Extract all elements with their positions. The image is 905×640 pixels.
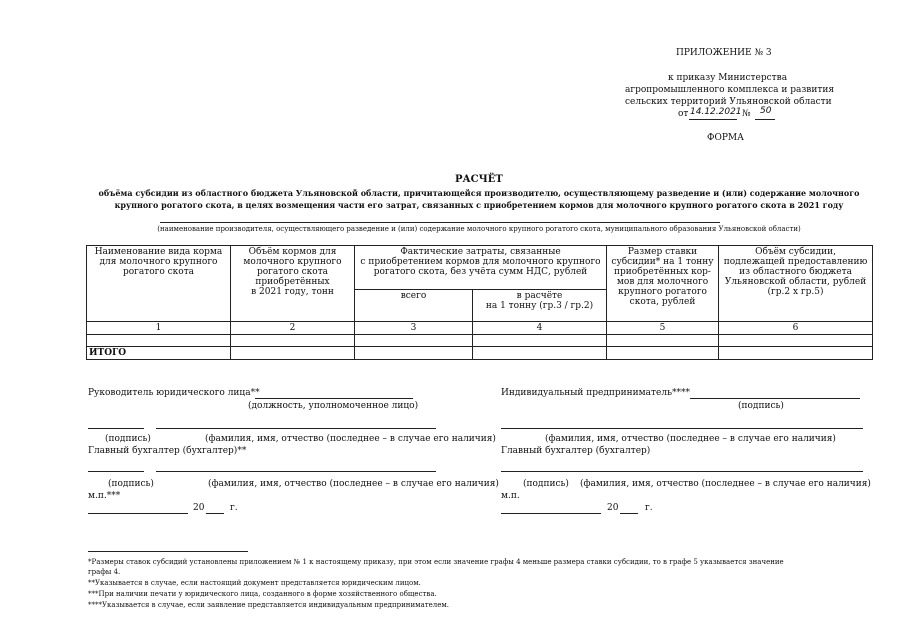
signature-caption: (подпись) (105, 434, 151, 444)
order-number-prefix: № (742, 109, 751, 119)
name-caption: (фамилия, имя, отчество (последнее – в случае его наличия) (205, 434, 496, 444)
head-position-line[interactable] (255, 398, 413, 399)
date-line[interactable] (501, 513, 601, 514)
head-of-legal-entity-label: Руководитель юридического лица** (88, 388, 260, 398)
signature-caption: (подпись) (523, 479, 569, 489)
table-cell[interactable] (719, 347, 873, 360)
table-cell[interactable] (355, 347, 473, 360)
entrepreneur-signature-line[interactable] (690, 398, 860, 399)
document-title: РАСЧЁТ (455, 174, 503, 185)
appendix-number: ПРИЛОЖЕНИЕ № 3 (676, 48, 772, 58)
name-caption: (фамилия, имя, отчество (последнее – в случае его наличия) (580, 479, 871, 489)
footnote-divider (88, 551, 248, 552)
order-date-prefix: от (678, 109, 689, 119)
name-caption: (фамилия, имя, отчество (последнее – в случае его наличия) (208, 479, 499, 489)
table-cell[interactable] (231, 335, 355, 347)
col-header-subsidy-amount: Объём субсидии, подлежащей предоставлению из областного бюджета Ульяновской области, рублей (гр.2 x гр.5) (719, 246, 873, 322)
col-header-feed-type: Наименование вида корма для молочного крупного рогатого скота (87, 246, 231, 322)
signature-caption: (подпись) (108, 479, 154, 489)
table-cell[interactable] (231, 347, 355, 360)
col-header-per-ton: в расчёте на 1 тонну (гр.3 / гр.2) (473, 290, 607, 322)
head-name-line[interactable] (156, 428, 436, 429)
table-cell[interactable] (473, 335, 607, 347)
col-number: 1 (87, 322, 231, 335)
footnote-1: *Размеры ставок субсидий установлены приложением № 1 к настоящему приказу, при этом если значение графы 4 меньше размера ставки субсидии, то в графе 5 указывается значение (88, 558, 784, 566)
footnote-2: **Указывается в случае, если настоящий документ представляется юридическим лицом. (88, 579, 421, 587)
footnote-1-cont: графы 4. (88, 568, 121, 576)
entrepreneur-name-line[interactable] (501, 428, 863, 429)
subsidy-table (86, 245, 873, 360)
name-caption: (фамилия, имя, отчество (последнее – в случае его наличия) (545, 434, 836, 444)
col-number: 3 (355, 322, 473, 335)
order-line-2: агропромышленного комплекса и развития (625, 85, 835, 95)
accountant-name-line[interactable] (156, 471, 436, 472)
year-suffix: г. (645, 503, 653, 513)
col-header-total-costs: всего (355, 290, 473, 322)
footnote-3: ***При наличии печати у юридического лица, созданного в форме хозяйственного общества. (88, 590, 437, 598)
position-caption: (должность, уполномоченное лицо) (248, 401, 419, 411)
col-header-subsidy-rate: Размер ставки субсидии* на 1 тонну приобретённых кор- мов для молочного крупного рогатого скота, рублей (607, 246, 719, 322)
chief-accountant-label: Главный бухгалтер (бухгалтер)** (88, 446, 247, 456)
table-cell[interactable] (87, 335, 231, 347)
footnote-4: ****Указывается в случае, если заявление представляется индивидуальным предпринимателем. (88, 601, 450, 609)
year-suffix: г. (230, 503, 238, 513)
table-cell[interactable] (355, 335, 473, 347)
year-prefix: 20 (193, 503, 205, 513)
order-date-handwritten: 14.12.2021 (690, 107, 742, 117)
accountant-signature-line[interactable] (88, 471, 144, 472)
col-number: 6 (719, 322, 873, 335)
year-prefix: 20 (607, 503, 619, 513)
table-cell[interactable] (473, 347, 607, 360)
col-number: 2 (231, 322, 355, 335)
total-row-label: ИТОГО (87, 347, 231, 360)
producer-name-line (160, 222, 720, 223)
col-header-actual-costs: Фактические затраты, связанные с приобретением кормов для молочного крупного рогатого скота, без учёта сумм НДС, рублей (355, 246, 607, 290)
col-header-feed-volume: Объём кормов для молочного крупного рогатого скота приобретённых в 2021 году, тонн (231, 246, 355, 322)
head-signature-line[interactable] (88, 428, 144, 429)
form-label: ФОРМА (707, 133, 744, 143)
stamp-place-label: м.п.*** (88, 491, 121, 501)
col-number: 4 (473, 322, 607, 335)
number-underline (755, 119, 775, 120)
table-cell[interactable] (607, 347, 719, 360)
accountant-line[interactable] (501, 471, 863, 472)
order-number-handwritten: 50 (760, 106, 772, 116)
year-line[interactable] (620, 513, 638, 514)
stamp-place-label: м.п. (501, 491, 520, 501)
entrepreneur-label: Индивидуальный предприниматель**** (501, 388, 690, 398)
date-line[interactable] (88, 513, 188, 514)
date-underline (689, 119, 737, 120)
order-line-3: сельских территорий Ульяновской области (625, 97, 832, 107)
order-line-1: к приказу Министерства (668, 73, 788, 83)
title-line-1: объёма субсидии из областного бюджета Ульяновской области, причитающейся производителю, осуществляющему разведение и (или) содержание молочного (98, 188, 860, 198)
title-line-2: крупного рогатого скота, в целях возмещения части его затрат, связанных с приобретением кормов для молочного крупного рогатого скота в 2021 году (114, 200, 844, 210)
producer-caption: (наименование производителя, осуществляющего разведение и (или) содержание молочного крупного рогатого скота, муниципального образования Ульяновской области) (157, 225, 801, 233)
year-line[interactable] (206, 513, 224, 514)
table-cell[interactable] (607, 335, 719, 347)
chief-accountant-label: Главный бухгалтер (бухгалтер) (501, 446, 651, 456)
col-number: 5 (607, 322, 719, 335)
signature-caption: (подпись) (738, 401, 784, 411)
table-cell[interactable] (719, 335, 873, 347)
